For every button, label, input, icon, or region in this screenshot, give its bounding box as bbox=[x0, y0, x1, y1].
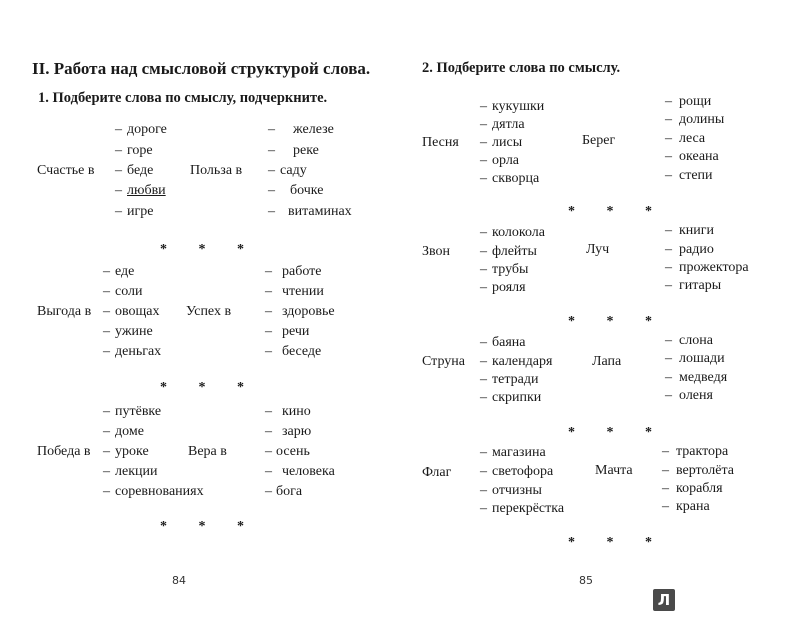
group-label: Берег bbox=[582, 133, 616, 148]
word-option: дороге bbox=[127, 122, 167, 137]
dash: – bbox=[103, 344, 110, 359]
group-label: Лапа bbox=[592, 354, 622, 369]
dash: – bbox=[268, 163, 275, 178]
dash: – bbox=[665, 149, 672, 164]
dash: – bbox=[265, 444, 272, 459]
group-label: Струна bbox=[422, 354, 465, 369]
dash: – bbox=[265, 404, 272, 419]
word-option: горе bbox=[127, 143, 153, 158]
word-option: лисы bbox=[492, 135, 523, 150]
dash: – bbox=[265, 484, 272, 499]
dash: – bbox=[265, 344, 272, 359]
separator-stars: * * * bbox=[160, 519, 258, 534]
dash: – bbox=[480, 153, 487, 168]
dash: – bbox=[103, 324, 110, 339]
dash: – bbox=[662, 463, 669, 478]
exercise-2-title: 2. Подберите слова по смыслу. bbox=[422, 60, 621, 76]
word-option: степи bbox=[679, 168, 713, 183]
dash: – bbox=[480, 280, 487, 295]
word-option: магазина bbox=[492, 445, 546, 460]
dash: – bbox=[665, 388, 672, 403]
separator-stars: * * * bbox=[160, 380, 258, 395]
word-option: прожектора bbox=[679, 260, 749, 275]
word-option: рояля bbox=[492, 280, 526, 295]
word-option: трактора bbox=[676, 444, 729, 459]
dash: – bbox=[480, 445, 487, 460]
word-option: реке bbox=[293, 143, 319, 158]
dash: – bbox=[480, 335, 487, 350]
word-option: соли bbox=[115, 284, 143, 299]
word-option: ужине bbox=[115, 324, 153, 339]
word-option: речи bbox=[282, 324, 310, 339]
word-option: слона bbox=[679, 333, 713, 348]
word-option: лекции bbox=[115, 464, 158, 479]
dash: – bbox=[480, 244, 487, 259]
dash: – bbox=[115, 183, 122, 198]
dash: – bbox=[268, 122, 275, 137]
dash: – bbox=[103, 484, 110, 499]
word-option: книги bbox=[679, 223, 715, 238]
dash: – bbox=[265, 284, 272, 299]
dash: – bbox=[265, 464, 272, 479]
dash: – bbox=[665, 94, 672, 109]
word-option: бога bbox=[276, 484, 303, 499]
dash: – bbox=[103, 404, 110, 419]
group-label: Луч bbox=[586, 242, 610, 257]
dash: – bbox=[665, 351, 672, 366]
dash: – bbox=[103, 464, 110, 479]
dash: – bbox=[103, 304, 110, 319]
word-option: работе bbox=[282, 264, 322, 279]
word-option: светофора bbox=[492, 464, 554, 479]
dash: – bbox=[480, 225, 487, 240]
dash: – bbox=[480, 262, 487, 277]
word-option: скворца bbox=[492, 171, 540, 186]
word-option: кино bbox=[282, 404, 311, 419]
word-option: орла bbox=[492, 153, 520, 168]
group-label: Польза в bbox=[190, 163, 243, 178]
word-option: океана bbox=[679, 149, 719, 164]
word-option: дятла bbox=[492, 117, 525, 132]
section-title: II. Работа над смысловой структурой слова. bbox=[32, 59, 371, 78]
dash: – bbox=[665, 370, 672, 385]
separator-stars: * * * bbox=[568, 204, 666, 219]
group-label: Звон bbox=[422, 244, 451, 259]
dash: – bbox=[665, 112, 672, 127]
word-option: путёвке bbox=[115, 404, 162, 419]
word-option: перекрёстка bbox=[492, 501, 565, 516]
word-option: беде bbox=[127, 163, 154, 178]
dash: – bbox=[268, 183, 275, 198]
dash: – bbox=[103, 424, 110, 439]
dash: – bbox=[662, 481, 669, 496]
word-option: чтении bbox=[282, 284, 324, 299]
page-number-right: 85 bbox=[579, 574, 593, 587]
word-option-underlined: любви bbox=[127, 183, 166, 198]
group-label: Победа в bbox=[37, 444, 91, 459]
word-option: рощи bbox=[679, 94, 712, 109]
dash: – bbox=[480, 372, 487, 387]
group-label: Выгода в bbox=[37, 304, 92, 319]
group-label: Счастье в bbox=[37, 163, 95, 178]
word-option: баяна bbox=[492, 335, 526, 350]
dash: – bbox=[115, 143, 122, 158]
dash: – bbox=[480, 171, 487, 186]
word-option: беседе bbox=[282, 344, 322, 359]
dash: – bbox=[103, 264, 110, 279]
dash: – bbox=[103, 284, 110, 299]
word-option: корабля bbox=[676, 481, 723, 496]
group-label: Песня bbox=[422, 135, 459, 150]
dash: – bbox=[480, 135, 487, 150]
group-label: Мачта bbox=[595, 463, 633, 478]
word-option: человека bbox=[282, 464, 335, 479]
dash: – bbox=[115, 163, 122, 178]
dash: – bbox=[480, 464, 487, 479]
separator-stars: * * * bbox=[568, 425, 666, 440]
word-option: еде bbox=[115, 264, 135, 279]
word-option: трубы bbox=[492, 262, 529, 277]
word-option: игре bbox=[127, 204, 154, 219]
dash: – bbox=[265, 304, 272, 319]
dash: – bbox=[268, 204, 275, 219]
dash: – bbox=[103, 444, 110, 459]
word-option: саду bbox=[280, 163, 307, 178]
dash: – bbox=[665, 168, 672, 183]
dash: – bbox=[665, 223, 672, 238]
word-option: железе bbox=[293, 122, 334, 137]
group-label: Флаг bbox=[422, 465, 452, 480]
dash: – bbox=[480, 99, 487, 114]
word-option: осень bbox=[276, 444, 310, 459]
word-option: радио bbox=[679, 242, 714, 257]
separator-stars: * * * bbox=[568, 314, 666, 329]
group-label: Успех в bbox=[186, 304, 232, 319]
dash: – bbox=[265, 264, 272, 279]
separator-stars: * * * bbox=[568, 535, 666, 550]
publisher-logo: Л bbox=[653, 589, 675, 611]
word-option: кукушки bbox=[492, 99, 545, 114]
dash: – bbox=[480, 117, 487, 132]
word-option: тетради bbox=[492, 372, 539, 387]
word-option: витаминах bbox=[288, 204, 352, 219]
word-option: оленя bbox=[679, 388, 713, 403]
word-option: уроке bbox=[115, 444, 149, 459]
dash: – bbox=[665, 260, 672, 275]
dash: – bbox=[265, 324, 272, 339]
word-option: вертолёта bbox=[676, 463, 735, 478]
dash: – bbox=[665, 242, 672, 257]
dash: – bbox=[665, 333, 672, 348]
word-option: гитары bbox=[679, 278, 722, 293]
word-option: деньгах bbox=[115, 344, 162, 359]
dash: – bbox=[480, 501, 487, 516]
word-option: отчизны bbox=[492, 483, 542, 498]
dash: – bbox=[665, 131, 672, 146]
dash: – bbox=[268, 143, 275, 158]
group-label: Вера в bbox=[188, 444, 227, 459]
word-option: долины bbox=[679, 112, 725, 127]
separator-stars: * * * bbox=[160, 242, 258, 257]
dash: – bbox=[115, 122, 122, 137]
dash: – bbox=[115, 204, 122, 219]
word-option: соревнованиях bbox=[115, 484, 204, 499]
word-option: крана bbox=[676, 499, 710, 514]
dash: – bbox=[662, 444, 669, 459]
dash: – bbox=[480, 390, 487, 405]
exercise-1-title: 1. Подберите слова по смыслу, подчеркните. bbox=[38, 90, 328, 106]
dash: – bbox=[265, 424, 272, 439]
dash: – bbox=[480, 483, 487, 498]
word-option: доме bbox=[115, 424, 144, 439]
word-option: лошади bbox=[679, 351, 725, 366]
dash: – bbox=[665, 278, 672, 293]
word-option: колокола bbox=[492, 225, 545, 240]
dash: – bbox=[662, 499, 669, 514]
word-option: скрипки bbox=[492, 390, 542, 405]
word-option: здоровье bbox=[282, 304, 335, 319]
word-option: леса bbox=[679, 131, 706, 146]
word-option: зарю bbox=[282, 424, 312, 439]
page-number-left: 84 bbox=[172, 574, 186, 587]
word-option: медведя bbox=[679, 370, 728, 385]
word-option: флейты bbox=[492, 244, 537, 259]
word-option: календаря bbox=[492, 354, 553, 369]
word-option: овощах bbox=[115, 304, 160, 319]
dash: – bbox=[480, 354, 487, 369]
word-option: бочке bbox=[290, 183, 324, 198]
